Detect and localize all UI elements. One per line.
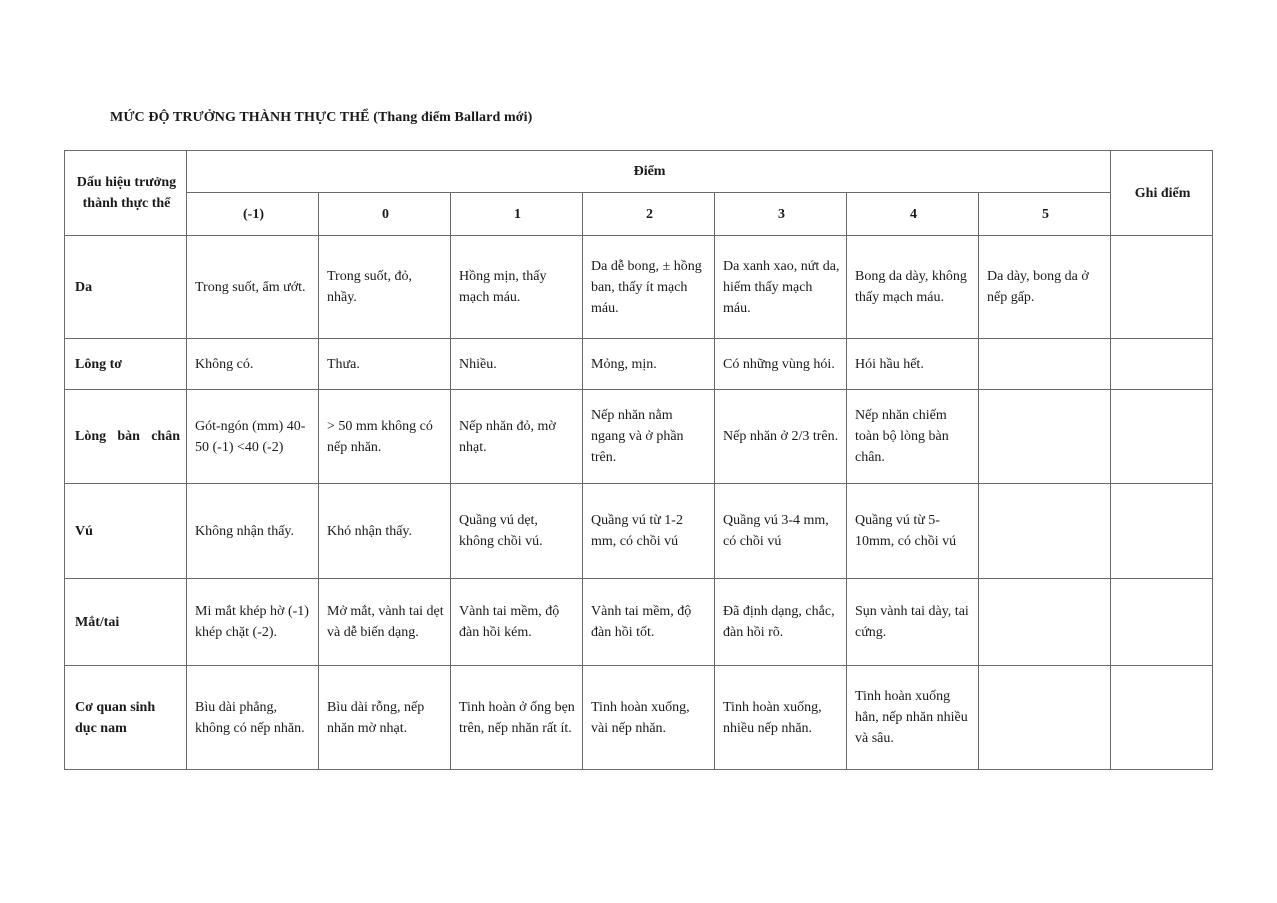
- score-cell: Khó nhận thấy.: [319, 484, 451, 579]
- note-cell: [1111, 484, 1213, 579]
- score-cell: Da xanh xao, nứt da, hiếm thấy mạch máu.: [715, 236, 847, 339]
- score-cell: Mỏng, mịn.: [583, 339, 715, 390]
- score-cell: Quầng vú từ 1-2 mm, có chồi vú: [583, 484, 715, 579]
- header-note: Ghi điểm: [1111, 151, 1213, 236]
- table-row: [65, 666, 1213, 770]
- score-cell: Quầng vú dẹt, không chồi vú.: [451, 484, 583, 579]
- score-cell: Mở mắt, vành tai dẹt và dễ biến dạng.: [319, 579, 451, 666]
- score-cell: [979, 339, 1111, 390]
- score-cell: Bong da dày, không thấy mạch máu.: [847, 236, 979, 339]
- row-sign: Cơ quan sinh dục nam: [65, 666, 187, 770]
- score-cell: Tinh hoàn xuống, vài nếp nhăn.: [583, 666, 715, 770]
- row-sign: Mắt/tai: [65, 579, 187, 666]
- score-cell: [979, 390, 1111, 484]
- table-row: [65, 579, 1213, 666]
- ballard-score-table: [64, 150, 1213, 770]
- score-cell: Bìu dài phẳng, không có nếp nhăn.: [187, 666, 319, 770]
- note-cell: [1111, 666, 1213, 770]
- score-cell: Da dễ bong, ± hồng ban, thấy ít mạch máu.: [583, 236, 715, 339]
- note-cell: [1111, 339, 1213, 390]
- score-cell: Đã định dạng, chắc, đàn hồi rõ.: [715, 579, 847, 666]
- score-header: 1: [451, 193, 583, 236]
- score-cell: Vành tai mềm, độ đàn hồi tốt.: [583, 579, 715, 666]
- score-header: 4: [847, 193, 979, 236]
- table-row: [65, 390, 1213, 484]
- table-row: [65, 236, 1213, 339]
- score-cell: [979, 666, 1111, 770]
- score-cell: Tinh hoàn ở ống bẹn trên, nếp nhăn rất ít.: [451, 666, 583, 770]
- score-cell: Mi mắt khép hờ (-1) khép chặt (-2).: [187, 579, 319, 666]
- score-cell: Trong suốt, ẩm ướt.: [187, 236, 319, 339]
- score-cell: Trong suốt, đỏ, nhầy.: [319, 236, 451, 339]
- score-cell: Thưa.: [319, 339, 451, 390]
- score-cell: [979, 484, 1111, 579]
- row-sign: Lông tơ: [65, 339, 187, 390]
- header-score: Điểm: [187, 151, 1111, 193]
- header-sign: Dấu hiệu trưởng thành thực thể: [65, 151, 187, 236]
- score-cell: Tinh hoàn xuống hẳn, nếp nhăn nhiều và sâu.: [847, 666, 979, 770]
- row-sign: Lòng bàn chân: [65, 390, 187, 484]
- document-title: MỨC ĐỘ TRƯỞNG THÀNH THỰC THỂ (Thang điểm Ballard mới): [110, 110, 533, 125]
- score-cell: Không có.: [187, 339, 319, 390]
- score-cell: Có những vùng hói.: [715, 339, 847, 390]
- score-cell: Nếp nhăn chiếm toàn bộ lòng bàn chân.: [847, 390, 979, 484]
- score-cell: Nếp nhăn ở 2/3 trên.: [715, 390, 847, 484]
- score-cell: Quầng vú từ 5-10mm, có chồi vú: [847, 484, 979, 579]
- row-sign: Vú: [65, 484, 187, 579]
- score-cell: [979, 579, 1111, 666]
- score-cell: Nếp nhăn đỏ, mờ nhạt.: [451, 390, 583, 484]
- score-cell: Tinh hoàn xuống, nhiều nếp nhăn.: [715, 666, 847, 770]
- score-header: 0: [319, 193, 451, 236]
- score-cell: Da dày, bong da ở nếp gấp.: [979, 236, 1111, 339]
- score-cell: Không nhận thấy.: [187, 484, 319, 579]
- score-header: 3: [715, 193, 847, 236]
- score-cell: Vành tai mềm, độ đàn hồi kém.: [451, 579, 583, 666]
- score-cell: Bìu dài rỗng, nếp nhăn mờ nhạt.: [319, 666, 451, 770]
- score-cell: Nhiều.: [451, 339, 583, 390]
- score-cell: Hồng mịn, thấy mạch máu.: [451, 236, 583, 339]
- score-cell: > 50 mm không có nếp nhăn.: [319, 390, 451, 484]
- table-row: [65, 339, 1213, 390]
- score-cell: Quầng vú 3-4 mm, có chồi vú: [715, 484, 847, 579]
- table-row: [65, 484, 1213, 579]
- score-cell: Hói hầu hết.: [847, 339, 979, 390]
- note-cell: [1111, 236, 1213, 339]
- score-cell: Gót-ngón (mm) 40-50 (-1) <40 (-2): [187, 390, 319, 484]
- score-header: 2: [583, 193, 715, 236]
- score-header: 5: [979, 193, 1111, 236]
- score-header: (-1): [187, 193, 319, 236]
- note-cell: [1111, 390, 1213, 484]
- score-cell: Sụn vành tai dày, tai cứng.: [847, 579, 979, 666]
- note-cell: [1111, 579, 1213, 666]
- row-sign: Da: [65, 236, 187, 339]
- score-cell: Nếp nhăn nằm ngang và ở phần trên.: [583, 390, 715, 484]
